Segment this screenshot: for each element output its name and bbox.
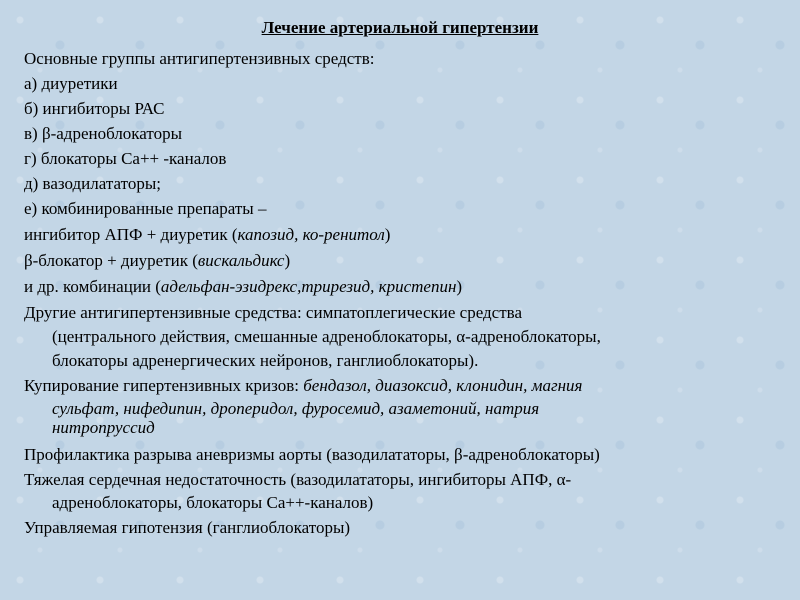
heart-failure-line1: Тяжелая сердечная недостаточность (вазодилататоры, ингибиторы АПФ, α- [24,470,572,489]
hypotension-line: Управляемая гипотензия (ганглиоблокаторы) [24,518,351,537]
combo-beta-drugs: вискальдикс [197,251,285,270]
combo-beta-text: β-блокатор + диуретик ( [24,251,198,270]
combo-other-text: и др. комбинации ( [24,277,161,296]
combo-other-close: ) [456,277,463,296]
combo-other-drugs: адельфан-эзидрекс,трирезид, кристепин [160,277,457,296]
slide-title: Лечение артериальной гипертензии [261,18,539,37]
crisis-line1 [24,376,582,396]
crisis-line2 [52,399,539,419]
combo-acei-text: ингибитор АПФ + диуретик ( [24,225,238,244]
combo-acei-drugs: капозид, ко-ренитол [237,225,385,244]
intro-line: Основные группы антигипертензивных средств: [24,49,375,68]
list-item-d: г) блокаторы Са++ -каналов [24,149,227,168]
list-item-e: д) вазодилататоры; [24,174,161,193]
crisis-drugs-2: сульфат, нифедипин, дроперидол, фуросемид, азаметоний, натрия [52,399,540,418]
combo-line-other [24,277,462,297]
heart-failure-line2: адреноблокаторы, блокаторы Са++-каналов) [52,493,374,512]
other-agents-line1: Другие антигипертензивные средства: симпатоплегические средства [24,303,522,322]
list-item-f: е) комбинированные препараты – [24,199,267,218]
list-item-c: в) β-адреноблокаторы [24,124,183,143]
combo-line-beta [24,251,290,271]
aneurysm-line: Профилактика разрыва аневризмы аорты (вазодилататоры, β-адреноблокаторы) [24,445,600,464]
crisis-line3 [52,418,155,438]
crisis-drugs-3: нитропруссид [52,418,155,437]
combo-acei-close: ) [384,225,391,244]
list-item-b: б) ингибиторы РАС [24,99,165,118]
other-agents-line2: (центрального действия, смешанные адреноблокаторы, α-адреноблокаторы, [52,327,601,346]
combo-line-acei [24,225,390,245]
other-agents-line3: блокаторы адренергических нейронов, ганглиоблокаторы). [52,351,479,370]
crisis-drugs-1: бендазол, диазоксид, клонидин, магния [303,376,583,395]
crisis-label: Купирование гипертензивных кризов: [24,376,304,395]
list-item-a: а) диуретики [24,74,118,93]
combo-beta-close: ) [284,251,291,270]
